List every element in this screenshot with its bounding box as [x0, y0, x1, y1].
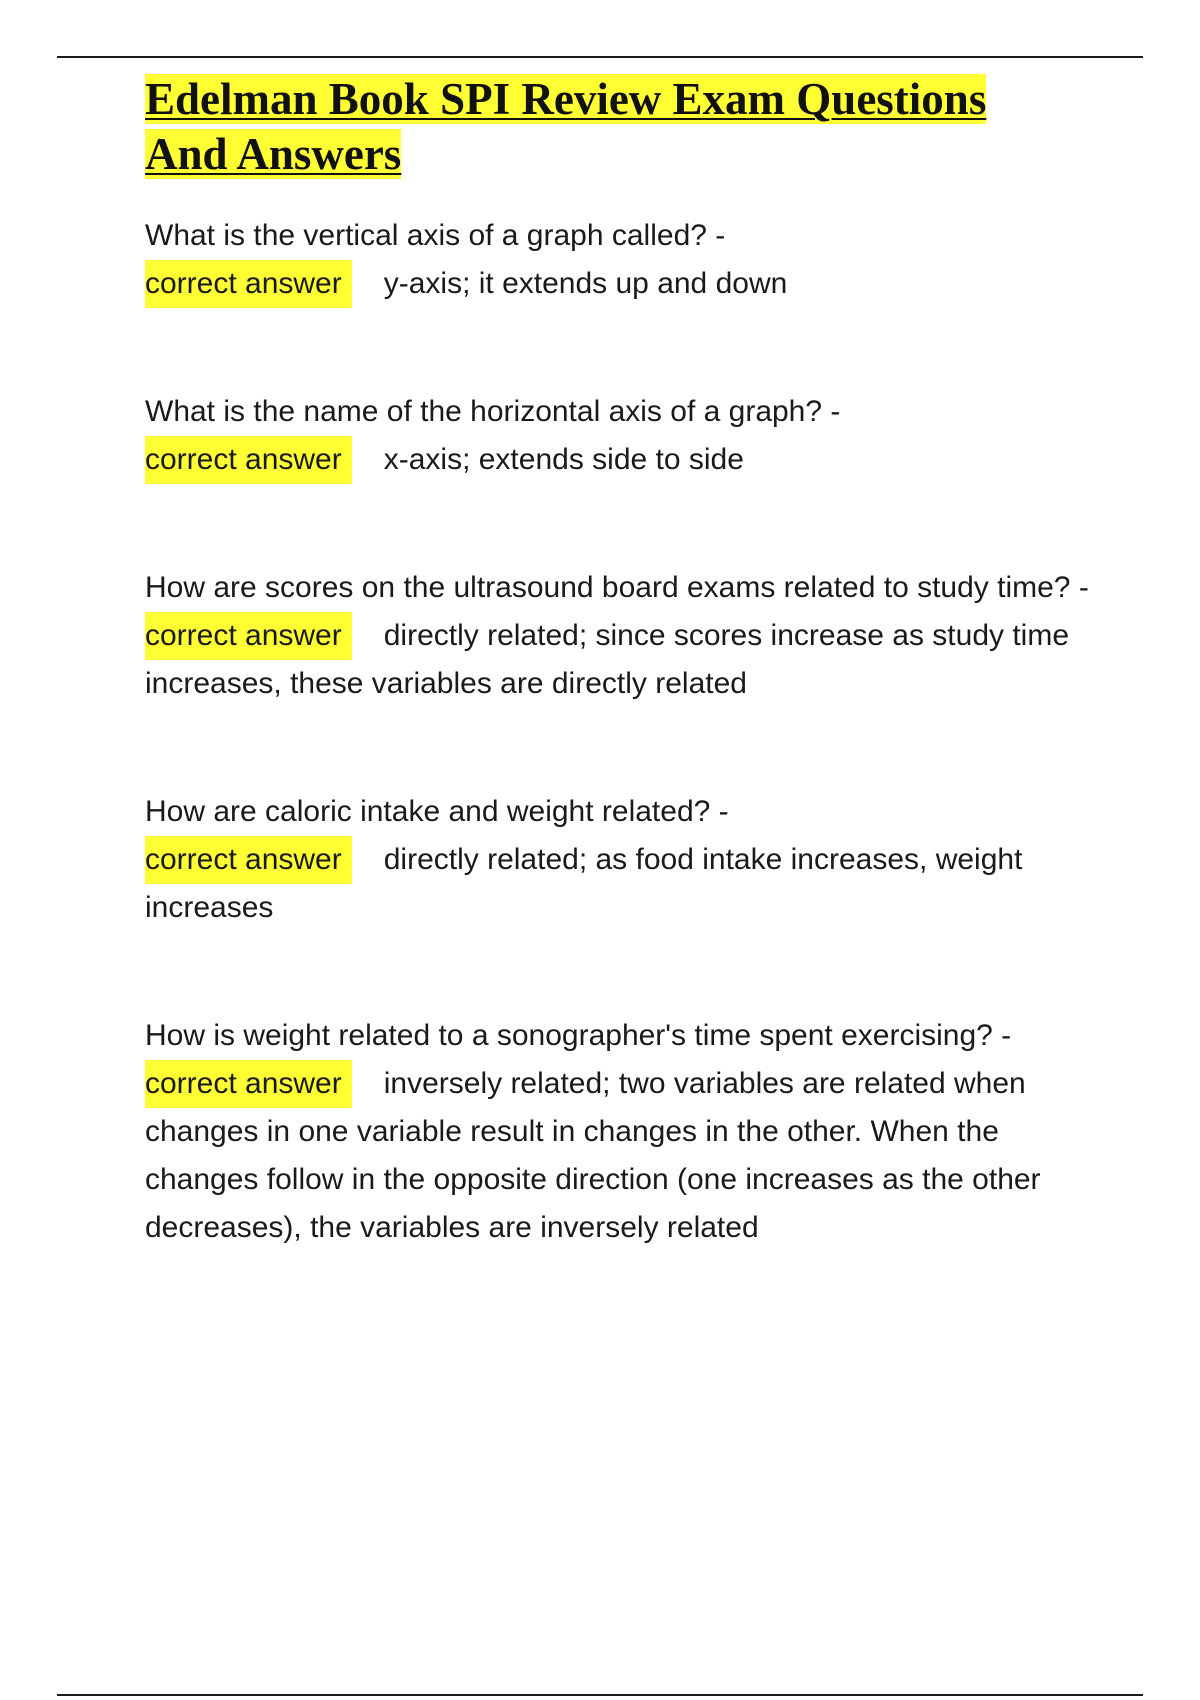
- question-text: What is the vertical axis of a graph called? -: [145, 219, 726, 252]
- correct-answer-label: correct answer: [145, 1060, 352, 1108]
- correct-answer-label: correct answer: [145, 612, 352, 660]
- question-text: What is the name of the horizontal axis of a graph? -: [145, 395, 841, 428]
- page-title-text: Edelman Book SPI Review Exam Questions And Answers: [145, 74, 987, 179]
- answer-line: [145, 836, 1095, 932]
- answer-text: y-axis; it extends up and down: [383, 267, 788, 300]
- correct-answer-label: correct answer: [145, 436, 352, 484]
- bottom-rule: [57, 1694, 1143, 1696]
- answer-text: x-axis; extends side to side: [383, 443, 744, 476]
- qa-item: [145, 564, 1095, 708]
- qa-list: [145, 212, 1095, 1252]
- question-text: How are caloric intake and weight related? -: [145, 795, 729, 828]
- answer-text: inversely related; two variables are related when changes in one variable result in changes in the other. When the changes follow in the opposite direction (one increases as the other decreases), the variables are inversely related: [145, 1067, 1041, 1244]
- page-title: [145, 72, 1075, 182]
- qa-item: [145, 212, 1095, 308]
- answer-text: directly related; as food intake increases, weight increases: [145, 843, 1023, 924]
- question-text: How is weight related to a sonographer's time spent exercising? -: [145, 1019, 1012, 1052]
- qa-item: [145, 388, 1095, 484]
- answer-text: directly related; since scores increase as study time increases, these variables are directly related: [145, 619, 1070, 700]
- correct-answer-label: correct answer: [145, 836, 352, 884]
- top-rule: [57, 56, 1143, 58]
- qa-item: [145, 1012, 1095, 1252]
- answer-line: [145, 436, 1095, 484]
- answer-line: [145, 260, 1095, 308]
- answer-line: [145, 1060, 1095, 1252]
- question-text: How are scores on the ultrasound board exams related to study time? -: [145, 571, 1089, 604]
- qa-item: [145, 788, 1095, 932]
- correct-answer-label: correct answer: [145, 260, 352, 308]
- answer-line: [145, 612, 1095, 708]
